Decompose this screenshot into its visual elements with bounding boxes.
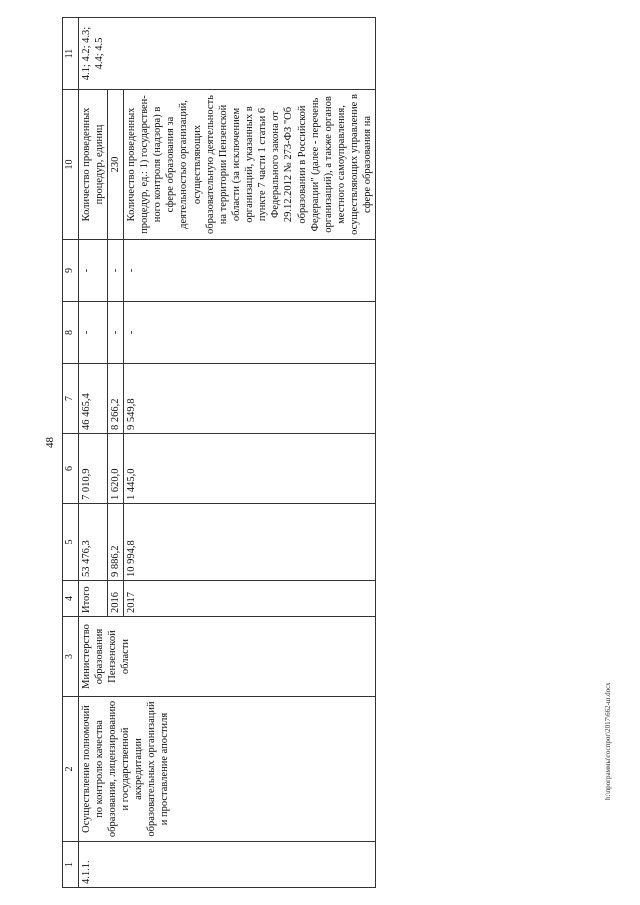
y2017-c10: Количество проведенных процедур, ед.: 1) государствен-ного контроля (надзора) в сфере образования за деятельностью организаций, осуществляющих образовательную деятельность на территории Пензенской области (за исключением организаций, указанных в пункте 7 части 1 статьи 6 Федерального закона от 29.12.2012 № 273-ФЗ "Об образовании в Российской Федерации" (далее - перечень организаций), а также органов местного самоуправления, осуществляющих управление в сфере образования на xyxy=(123,90,375,240)
year-2016: 2016 xyxy=(107,581,123,617)
file-path-footer: h:\программы\госпрог\2017\662-ш.docx xyxy=(604,682,612,800)
y2016-c10: 230 xyxy=(107,90,123,240)
y2016-c9: - xyxy=(107,240,123,302)
col-header: 2 xyxy=(63,697,79,842)
total-c7: 46 465,4 xyxy=(78,364,107,434)
col-header: 8 xyxy=(63,302,79,364)
col-header: 11 xyxy=(63,18,79,90)
executor: Министерство образования Пензенской области xyxy=(78,617,376,697)
total-c6: 7 010,9 xyxy=(78,434,107,504)
col-header: 10 xyxy=(63,90,79,240)
col-header: 6 xyxy=(63,434,79,504)
total-c11: 4.1; 4.2; 4.3; 4.4; 4.5 xyxy=(78,18,376,90)
column-numbers-row xyxy=(63,18,79,888)
col-header: 3 xyxy=(63,617,79,697)
y2017-c5: 10 994,8 xyxy=(123,504,375,581)
col-header: 9 xyxy=(63,240,79,302)
col-header: 4 xyxy=(63,581,79,617)
y2016-c5: 9 886,2 xyxy=(107,504,123,581)
table-row-total xyxy=(78,18,107,888)
col-header: 1 xyxy=(63,842,79,888)
y2017-c7: 9 549,8 xyxy=(123,364,375,434)
total-c5: 53 476,3 xyxy=(78,504,107,581)
col-header: 5 xyxy=(63,504,79,581)
total-c8: - xyxy=(78,302,107,364)
row-id: 4.1.1. xyxy=(78,842,376,888)
total-c10: Количество проведенных процедур, единиц xyxy=(78,90,107,240)
total-c9: - xyxy=(78,240,107,302)
y2016-c7: 8 266,2 xyxy=(107,364,123,434)
y2017-c6: 1 445,0 xyxy=(123,434,375,504)
y2016-c6: 1 620,0 xyxy=(107,434,123,504)
page-number: 48 xyxy=(44,437,56,448)
col-header: 7 xyxy=(63,364,79,434)
event-description: Осуществление полномочий по контролю качества образования, лицензированию и государственной аккредитации образовательных организаций и проставление апостиля xyxy=(78,697,376,842)
y2017-c9: - xyxy=(123,240,375,302)
year-2017: 2017 xyxy=(123,581,375,617)
y2017-c8: - xyxy=(123,302,375,364)
rotated-table-sheet xyxy=(62,18,582,888)
y2016-c8: - xyxy=(107,302,123,364)
program-table xyxy=(62,17,376,888)
total-label: Итого xyxy=(78,581,107,617)
